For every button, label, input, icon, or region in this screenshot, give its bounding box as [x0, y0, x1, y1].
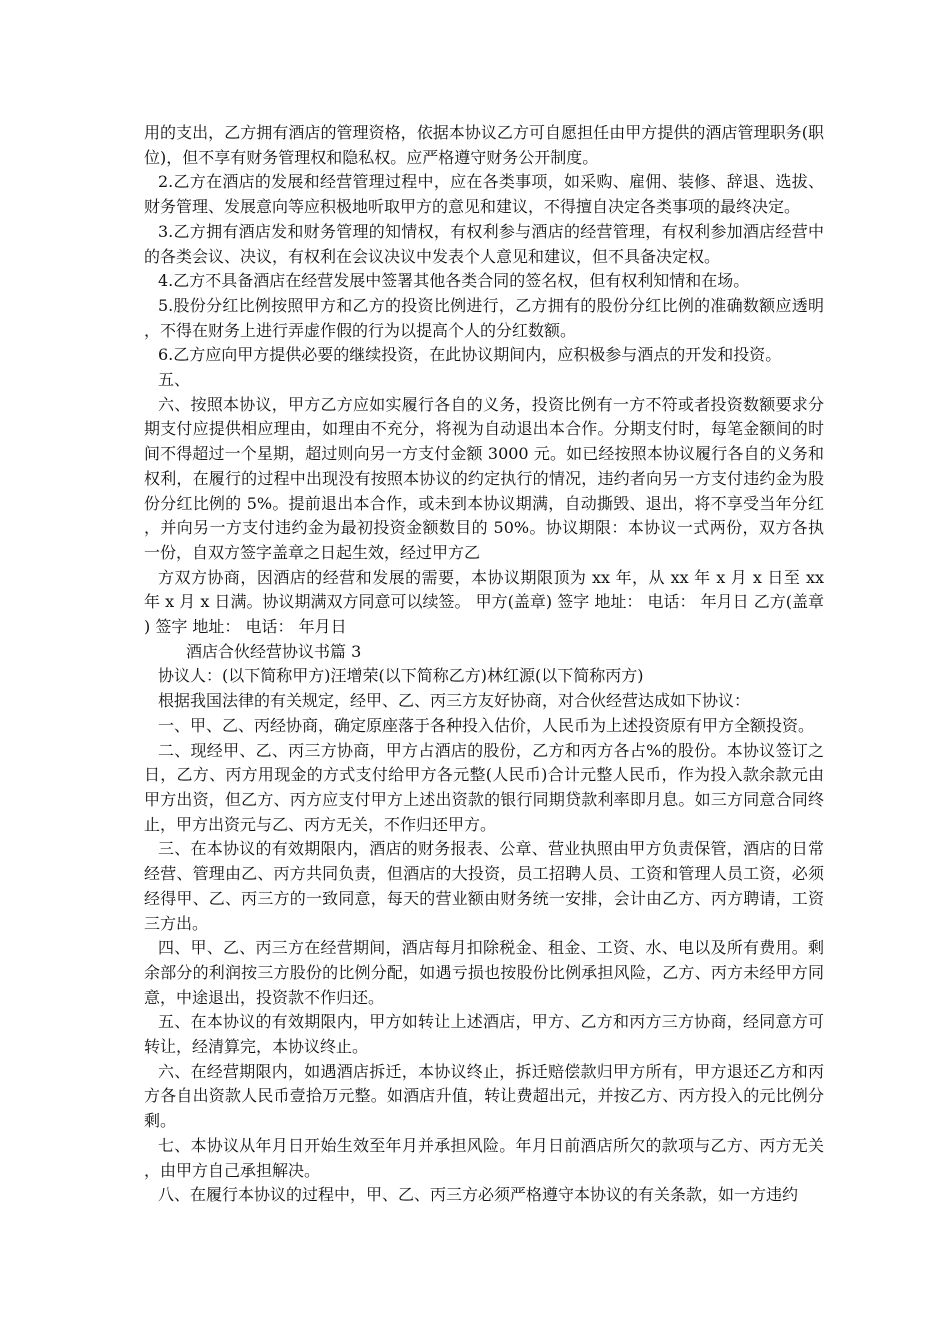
paragraph: 5.股份分红比例按照甲方和乙方的投资比例进行，乙方拥有的股份分红比例的准确数额应透明，不得在财务上进行弄虚作假的行为以提高个人的分红数额。: [144, 295, 824, 340]
paragraph: 五、在本协议的有效期限内，甲方如转让上述酒店，甲方、乙方和丙方三方协商，经同意方可转让，经清算完，本协议终止。: [144, 1012, 824, 1057]
section-heading: 酒店合伙经营协议书篇 3: [186, 641, 362, 661]
paragraph: 三、在本协议的有效期限内，酒店的财务报表、公章、营业执照由甲方负责保管，酒店的日常经营、管理由乙、丙方共同负责，但酒店的大投资，员工招聘人员、工资和管理人员工资，必须经得甲、乙、丙三方的一致同意，每天的营业额由财务统一安排，会计由乙方、丙方聘请，工资三方出。: [144, 839, 824, 933]
paragraph: 一、甲、乙、丙经协商，确定原座落于各种投入估价，人民币为上述投资原有甲方全额投资。: [158, 715, 815, 735]
paragraph: 八、在履行本协议的过程中，甲、乙、丙三方必须严格遵守本协议的有关条款，如一方违约: [158, 1185, 799, 1205]
paragraph: 五、: [158, 370, 191, 390]
paragraph: 方双方协商，因酒店的经营和发展的需要，本协议期限顶为 xx 年，从 xx 年 x 月 x 日至 xx 年 x 月 x 日满。协议期满双方同意可以续签。 甲方(盖章) 签字 地址： 电话： 年月日 乙方(盖章) 签字 地址： 电话： 年月日: [144, 567, 824, 637]
paragraph: 3.乙方拥有酒店发和财务管理的知情权，有权利参与酒店的经营管理，有权利参加酒店经营中的各类会议、决议，有权利在会议决议中发表个人意见和建议，但不具备决定权。: [144, 221, 824, 266]
document-body: [144, 121, 824, 1208]
paragraph: 用的支出，乙方拥有酒店的管理资格，依据本协议乙方可自愿担任由甲方提供的酒店管理职务(职位)，但不享有财务管理权和隐私权。应严格遵守财务公开制度。: [144, 123, 824, 167]
paragraph: 根据我国法律的有关规定，经甲、乙、丙三方友好协商，对合伙经营达成如下协议：: [158, 691, 751, 711]
paragraph: 6.乙方应向甲方提供必要的继续投资，在此协议期间内，应积极参与酒点的开发和投资。: [158, 345, 782, 365]
paragraph: 协议人：(以下简称甲方)汪增荣(以下简称乙方)林红源(以下简称丙方): [158, 666, 644, 686]
paragraph: 六、按照本协议，甲方乙方应如实履行各自的义务，投资比例有一方不符或者投资数额要求分期支付应提供相应理由，如理由不充分，将视为自动退出本合作。分期支付时，每笔金额间的时间不得超过一个星期，超过则向另一方支付金额 3000 元。如已经按照本协议履行各自的义务和权利，在履行的过程中出现没有按照本协议的约定执行的情况，违约者向另一方支付违约金为股份分红比例的 5%。提前退出本合作，或未到本协议期满，自动撕毁、退出，将不享受当年分红，并向另一方支付违约金为最初投资金额数目的 50%。协议期限：本协议一式两份，双方各执一份，自双方签字盖章之日起生效，经过甲方乙: [144, 394, 824, 562]
paragraph: 二、现经甲、乙、丙三方协商，甲方占酒店的股份，乙方和丙方各占%的股份。本协议签订之日，乙方、丙方用现金的方式支付给甲方各元整(人民币)合计元整人民币，作为投入款余款元由甲方出资，但乙方、丙方应支付甲方上述出资款的银行同期贷款利率即月息。如三方同意合同终止，甲方出资元与乙、丙方无关，不作归还甲方。: [144, 740, 824, 834]
paragraph: 六、在经营期限内，如遇酒店拆迁，本协议终止，拆迁赔偿款归甲方所有，甲方退还乙方和丙方各自出资款人民币壹拾万元整。如酒店升值，转让费超出元，并按乙方、丙方投入的元比例分剩。: [144, 1061, 824, 1131]
paragraph: 4.乙方不具备酒店在经营发展中签署其他各类合同的签名权，但有权利知情和在场。: [158, 271, 750, 291]
paragraph: 四、甲、乙、丙三方在经营期间，酒店每月扣除税金、租金、工资、水、电以及所有费用。剩余部分的利润按三方股份的比例分配，如遇亏损也按股份比例承担风险，乙方、丙方未经甲方同意，中途退出，投资款不作归还。: [144, 938, 824, 1007]
paragraph: 2.乙方在酒店的发展和经营管理过程中，应在各类事项，如采购、雇佣、装修、辞退、选拔、财务管理、发展意向等应积极地听取甲方的意见和建议，不得擅自决定各类事项的最终决定。: [144, 172, 824, 217]
paragraph: 七、本协议从年月日开始生效至年月并承担风险。年月日前酒店所欠的款项与乙方、丙方无关，由甲方自己承担解决。: [144, 1135, 824, 1180]
